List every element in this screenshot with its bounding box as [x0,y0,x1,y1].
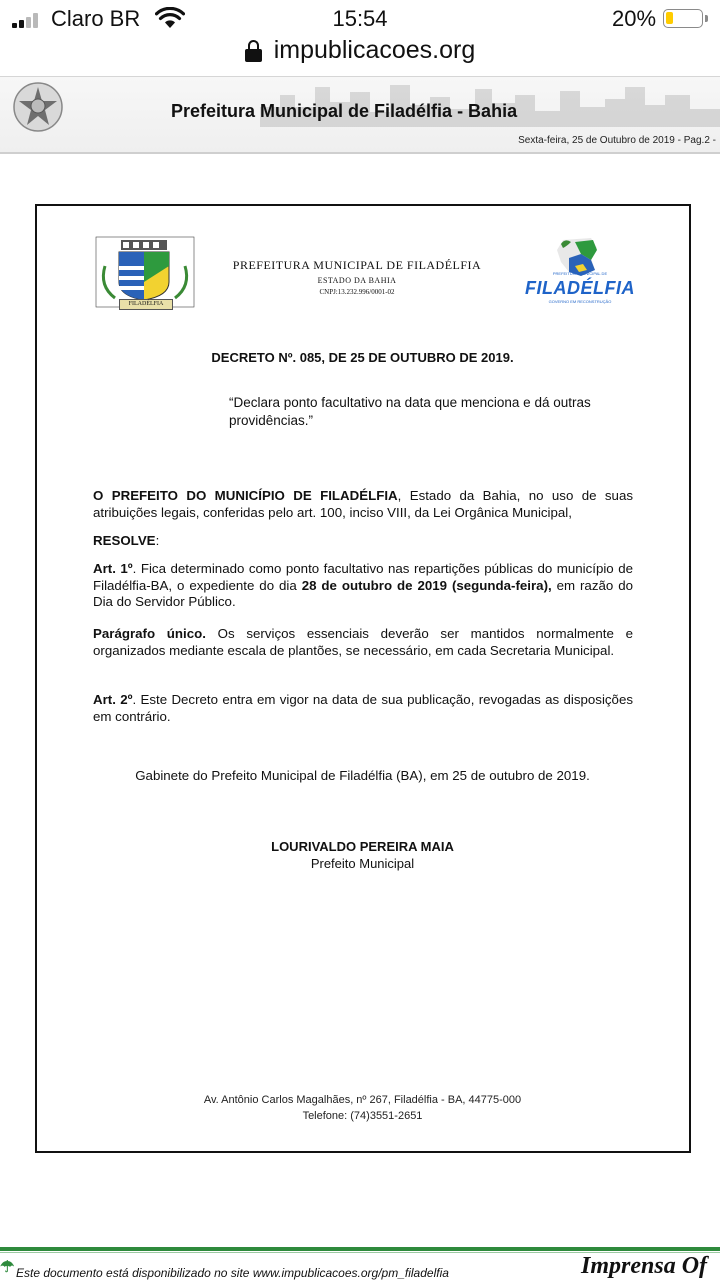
footer-text: Este documento está disponibilizado no site www.impublicacoes.org/pm_filadelfia [16,1266,449,1280]
single-paragraph-text: Os serviços essenciais deverão ser mantidos normalmente e organizados mediante escala de plantões, se necessário, em cada Secretaria Municipal. [93,626,633,658]
preamble-bold: O PREFEITO DO MUNICÍPIO DE FILADÉLFIA [93,488,398,503]
brand-name: FILADÉLFIA [525,278,635,298]
article-2 [93,692,633,725]
preamble-text: , Estado da Bahia, no uso de suas atribuições legais, conferidas pelo art. 100, inciso VIII, da Lei Orgânica Municipal, [93,488,633,520]
coat-of-arms-icon [12,81,64,133]
address-bar[interactable] [0,36,720,72]
decree-document [35,204,691,1153]
closing-line: Gabinete do Prefeito Municipal de Filadélfia (BA), em 25 de outubro de 2019. [135,768,590,783]
brand-slogan: GOVERNO EM RECONSTRUÇÃO [548,299,612,304]
footer-logo-icon: ☂ [0,1259,15,1276]
battery-icon [663,9,703,28]
article-2-label: Art. 2º [93,692,133,707]
article-1-label: Art. 1º [93,561,133,576]
letterhead [217,258,497,296]
preamble-paragraph [93,488,633,521]
site-header [0,76,720,154]
article-1-date: 28 de outubro de 2019 (segunda-feira), [301,577,552,593]
article-1 [93,561,633,611]
article-1-text-a: . Fica determinado como ponto facultativo nas repartições públicas do município de Filadélfia-BA, o expediente do dia [93,561,633,593]
municipal-crest-logo [95,236,195,308]
letterhead-state: ESTADO DA BAHIA [317,276,397,285]
signer-role: Prefeito Municipal [310,856,415,871]
article-2-text: . Este Decreto entra em vigor na data de sua publicação, revogadas as disposições em contrário. [93,692,633,724]
resolve-colon: : [155,533,160,548]
lock-icon [245,40,262,62]
phone: Telefone: (74)3551-2651 [302,1110,423,1122]
edition-date: Sexta-feira, 25 de Outubro de 2019 - Pag.2 - [518,135,716,146]
letterhead-title: PREFEITURA MUNICIPAL DE FILADÉLFIA [232,258,482,272]
footer-brand: Imprensa Of [581,1253,708,1279]
single-paragraph [93,626,633,659]
footer-divider [0,1247,720,1251]
government-logo [525,236,635,308]
address: Av. Antônio Carlos Magalhães, nº 267, Filadélfia - BA, 44775-000 [203,1094,522,1106]
letterhead-cnpj: CNPJ:13.232.996/0001-02 [319,288,395,296]
resolve-label: RESOLVE [93,533,156,548]
url-text[interactable]: impublicacoes.org [273,36,476,64]
status-bar [0,0,720,38]
signer-name: LOURIVALDO PEREIRA MAIA [271,839,454,854]
decree-summary: “Declara ponto facultativo na data que menciona e dá outras providências.” [229,395,591,428]
site-title: Prefeitura Municipal de Filadélfia - Bahia [171,101,518,121]
carrier-name: Claro BR [51,6,141,31]
single-paragraph-label: Parágrafo único. [93,626,206,641]
crest-banner: FILADÉLFIA [119,299,173,310]
resolve-line [93,533,633,550]
decree-title: DECRETO Nº. 085, DE 25 DE OUTUBRO DE 2019. [211,350,514,365]
brand-top-text: PREFEITURA MUNICIPAL DE [552,271,608,276]
clock: 15:54 [332,6,388,31]
article-1-text-b: em razão do Dia do Servidor Público. [93,577,633,609]
battery-percent: 20% [612,6,657,31]
